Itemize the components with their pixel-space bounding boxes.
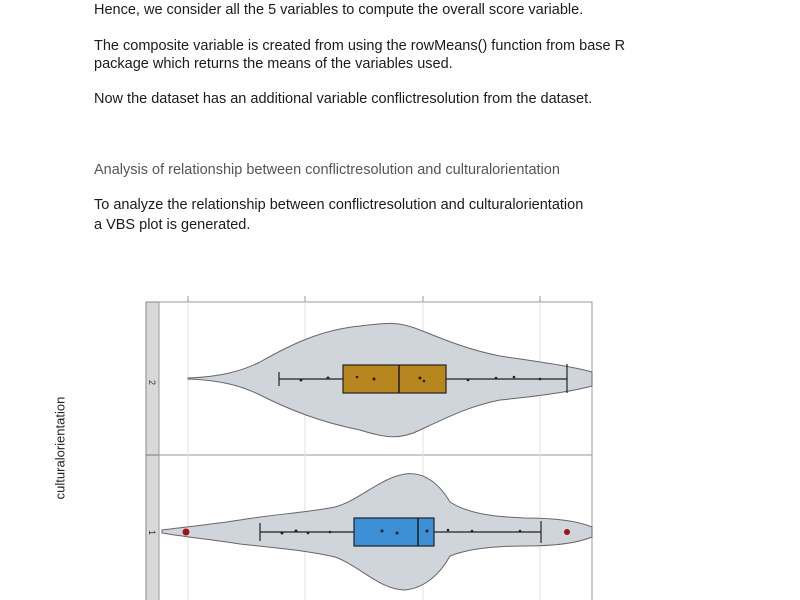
box-1 xyxy=(354,518,434,546)
paragraph-analyze-line-2: a VBS plot is generated. xyxy=(94,217,251,233)
x-ticks xyxy=(188,296,540,302)
y-axis-label: culturalorientation xyxy=(52,396,68,500)
paragraph-dataset: Now the dataset has an additional variable conflictresolution from the dataset. xyxy=(94,91,593,107)
paragraph-analyze-line-1: To analyze the relationship between conflictresolution and culturalorientation xyxy=(94,197,584,213)
strip-label-2: 2 xyxy=(147,380,157,386)
paragraph-composite-line-1: The composite variable is created from using the rowMeans() function from base R xyxy=(94,38,626,54)
paragraph-composite-line-2: package which returns the means of the variables used. xyxy=(94,56,453,72)
section-heading: Analysis of relationship between conflictresolution and culturalorientation xyxy=(94,162,560,178)
facet-strip xyxy=(146,302,159,600)
outlier-point xyxy=(183,529,190,536)
box-2 xyxy=(343,365,446,393)
outlier-point xyxy=(564,529,570,535)
paragraph-variables: Hence, we consider all the 5 variables to compute the overall score variable. xyxy=(94,2,584,18)
strip-label-1: 1 xyxy=(147,530,157,536)
